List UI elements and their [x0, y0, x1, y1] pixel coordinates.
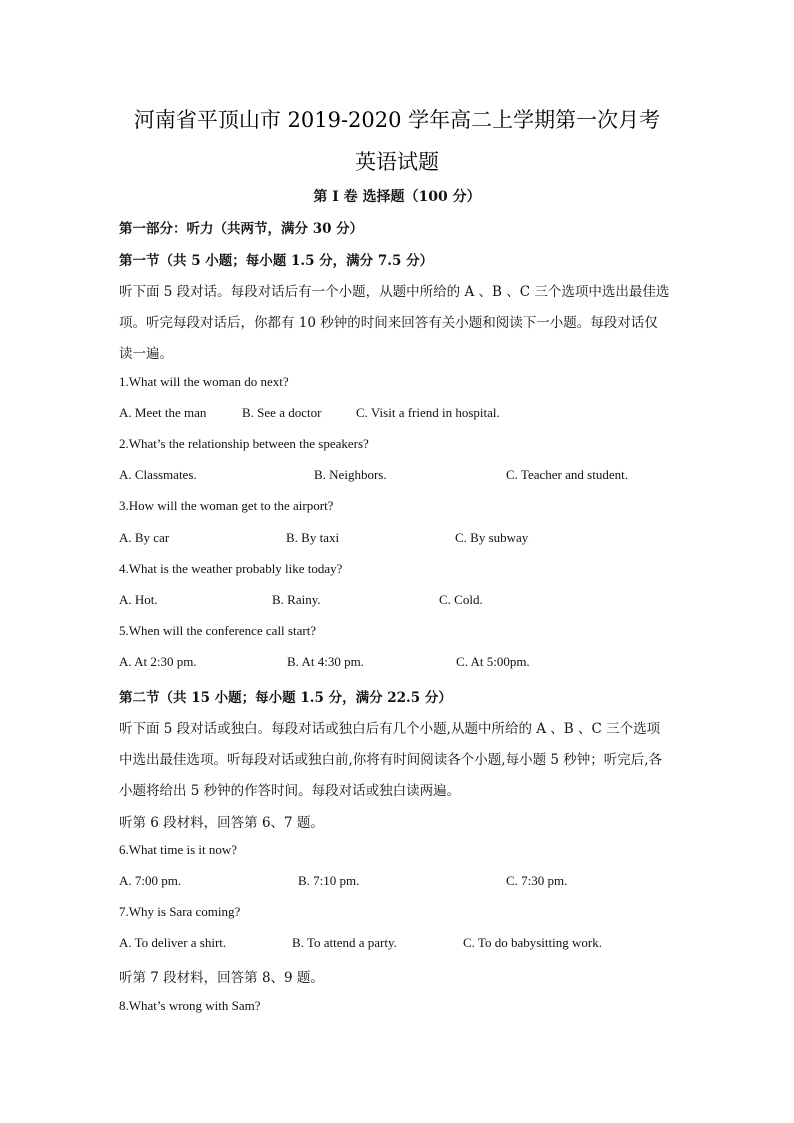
option-5b: B. At 4:30 pm. [287, 654, 364, 669]
option-1c: C. Visit a friend in hospital. [356, 405, 500, 420]
option-4a: A. Hot. [119, 592, 158, 607]
option-7b: B. To attend a party. [292, 935, 397, 950]
option-4b: B. Rainy. [272, 592, 321, 607]
material-6-note: 听第 6 段材料，回答第 6、7 题。 [119, 815, 324, 831]
option-7c: C. To do babysitting work. [463, 935, 602, 950]
option-3b: B. By taxi [286, 530, 340, 545]
section1-instruction-line: 听下面 5 段对话。每段对话后有一个小题，从题中所给的 A 、B 、C 三个选项中选出最佳选 [119, 284, 670, 300]
section2-instruction-line: 小题将给出 5 秒钟的作答时间。每段对话或独白读两遍。 [119, 783, 461, 799]
exam-subtitle: 英语试题 [355, 150, 439, 174]
option-2c: C. Teacher and student. [506, 467, 628, 482]
option-1a: A. Meet the man [119, 405, 207, 420]
option-2b: B. Neighbors. [314, 467, 387, 482]
option-7a: A. To deliver a shirt. [119, 935, 227, 950]
section1-instruction-line: 项。听完每段对话后，你都有 10 秒钟的时间来回答有关小题和阅读下一小题。每段对话仅 [119, 315, 658, 331]
part1-heading: 第一部分：听力（共两节，满分 30 分） [119, 221, 364, 237]
option-2a: A. Classmates. [119, 467, 197, 482]
section2-instruction-line: 听下面 5 段对话或独白。每段对话或独白后有几个小题,从题中所给的 A 、B 、C 三个选项 [119, 721, 661, 737]
option-4c: C. Cold. [439, 592, 483, 607]
volume-heading: 第 I 卷 选择题（100 分） [313, 189, 481, 205]
option-6a: A. 7:00 pm. [119, 873, 182, 888]
question-7: 7.Why is Sara coming? [119, 904, 241, 919]
section2-heading: 第二节（共 15 小题；每小题 1.5 分，满分 22.5 分） [119, 690, 452, 706]
section2-instruction-line: 中选出最佳选项。听每段对话或独白前,你将有时间阅读各个小题,每小题 5 秒钟；听完后,各 [119, 752, 663, 768]
section1-instruction-line: 读一遍。 [119, 346, 173, 362]
section1-heading: 第一节（共 5 小题；每小题 1.5 分，满分 7.5 分） [119, 253, 434, 269]
option-5a: A. At 2:30 pm. [119, 654, 197, 669]
question-2: 2.What’s the relationship between the speakers? [119, 436, 369, 451]
option-1b: B. See a doctor [242, 405, 322, 420]
material-7-note: 听第 7 段材料，回答第 8、9 题。 [119, 970, 324, 986]
exam-title: 河南省平顶山市 2019-2020 学年高二上学期第一次月考 [133, 108, 661, 132]
option-6b: B. 7:10 pm. [298, 873, 360, 888]
question-6: 6.What time is it now? [119, 842, 238, 857]
question-1: 1.What will the woman do next? [119, 374, 289, 389]
option-3a: A. By car [119, 530, 170, 545]
option-5c: C. At 5:00pm. [456, 654, 530, 669]
option-6c: C. 7:30 pm. [506, 873, 568, 888]
question-3: 3.How will the woman get to the airport? [119, 498, 334, 513]
option-3c: C. By subway [455, 530, 529, 545]
question-5: 5.When will the conference call start? [119, 623, 317, 638]
question-8: 8.What’s wrong with Sam? [119, 998, 261, 1013]
question-4: 4.What is the weather probably like today? [119, 561, 343, 576]
